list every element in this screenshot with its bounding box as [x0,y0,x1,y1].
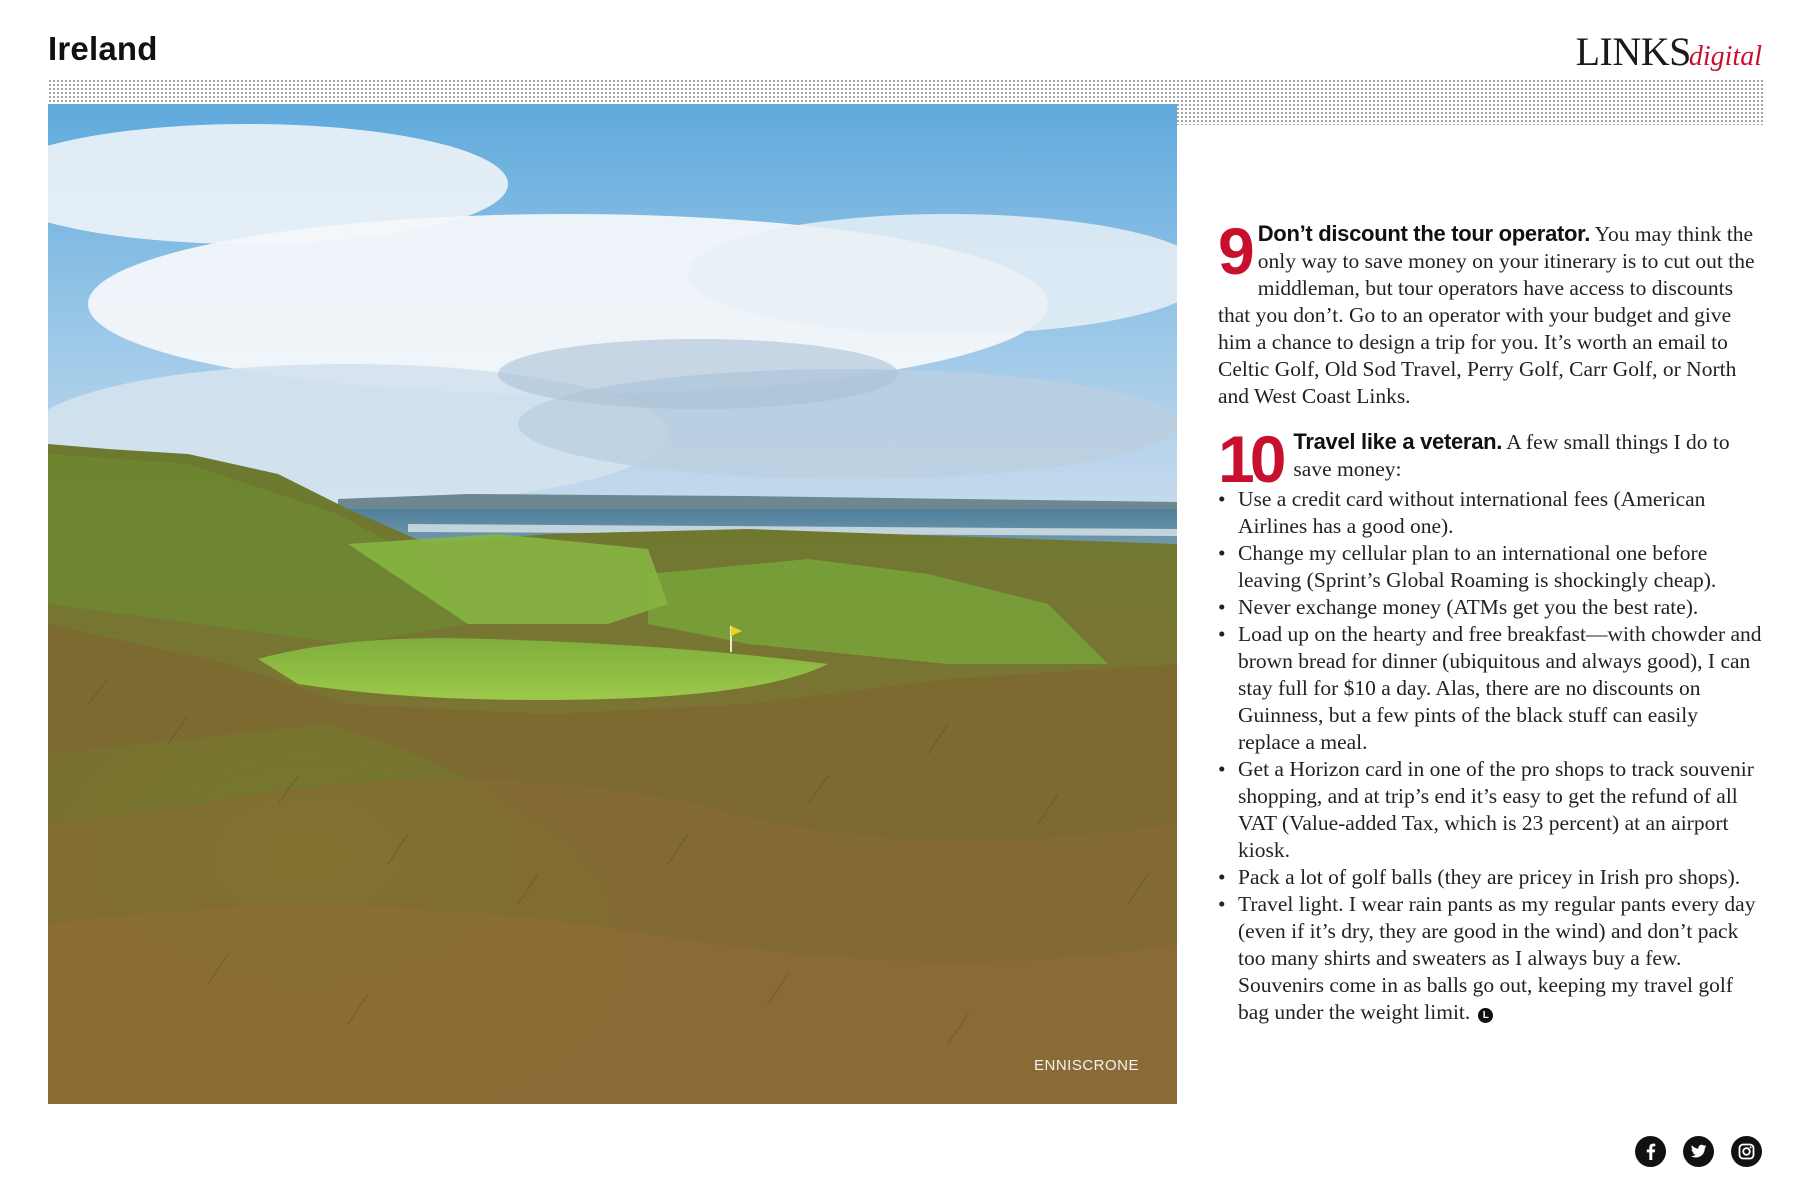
tip-number: 9 [1218,214,1250,288]
tip-number: 10 [1218,422,1282,496]
bullet-text: Travel light. I wear rain pants as my regular pants every day (even if it’s dry, they are good in the wind) and don’t pack too many shirts and sweaters as I always buy a few. Souvenirs come in as balls go out, keeping my travel golf bag under the weight limit. [1238,892,1756,1024]
social-links [1635,1136,1762,1167]
tip-body: A few small things I do to save money: [1293,430,1730,481]
landscape-illustration [48,104,1177,1104]
bullet-item: • Use a credit card without international fees (American Airlines has a good one). [1218,486,1763,540]
end-mark-icon: L [1478,1008,1493,1023]
tip-bullet-list [1218,486,1763,1026]
brand-logo-main: LINKS [1575,29,1691,74]
photo-caption: ENNISCRONE [1033,1057,1139,1074]
bullet-item-last [1218,891,1763,1026]
instagram-icon[interactable] [1731,1136,1762,1167]
bullet-item: • Load up on the hearty and free breakfast—with chowder and brown bread for dinner (ubiquitous and always good), I can stay full for $10 a day. Alas, there are no discounts on Guinness, but a few pints of the black stuff can easily replace a meal. [1218,621,1763,756]
bullet-item: • Never exchange money (ATMs get you the best rate). [1218,594,1763,621]
twitter-icon[interactable] [1683,1136,1714,1167]
tip-9 [1218,214,1763,410]
brand-logo-sub: digital [1688,41,1762,72]
brand-logo [1576,28,1762,75]
section-title: Ireland [48,30,158,67]
facebook-icon[interactable] [1635,1136,1666,1167]
article-text [1218,214,1763,1044]
bullet-item: • Change my cellular plan to an international one before leaving (Sprint’s Global Roaming is shockingly cheap). [1218,540,1763,594]
tip-heading: Don’t discount the tour operator. [1257,221,1591,246]
bullet-item: • Get a Horizon card in one of the pro shops to track souvenir shopping, and at trip’s end it’s easy to get the refund of all VAT (Value-added Tax, which is 23 percent) at an airport kiosk. [1218,756,1763,864]
tip-10 [1218,422,1763,1026]
course-photo [48,104,1177,1104]
tip-heading: Travel like a veteran. [1293,429,1503,454]
bullet-item: • Pack a lot of golf balls (they are pricey in Irish pro shops). [1218,864,1763,891]
tip-body: You may think the only way to save money on your itinerary is to cut out the middleman, but tour operators have access to discounts that you don’t. Go to an operator with your budget and give him a chance to design a trip for you. It’s worth an email to Celtic Golf, Old Sod Travel, Perry Golf, Carr Golf, or North and West Coast Links. [1218,222,1755,408]
